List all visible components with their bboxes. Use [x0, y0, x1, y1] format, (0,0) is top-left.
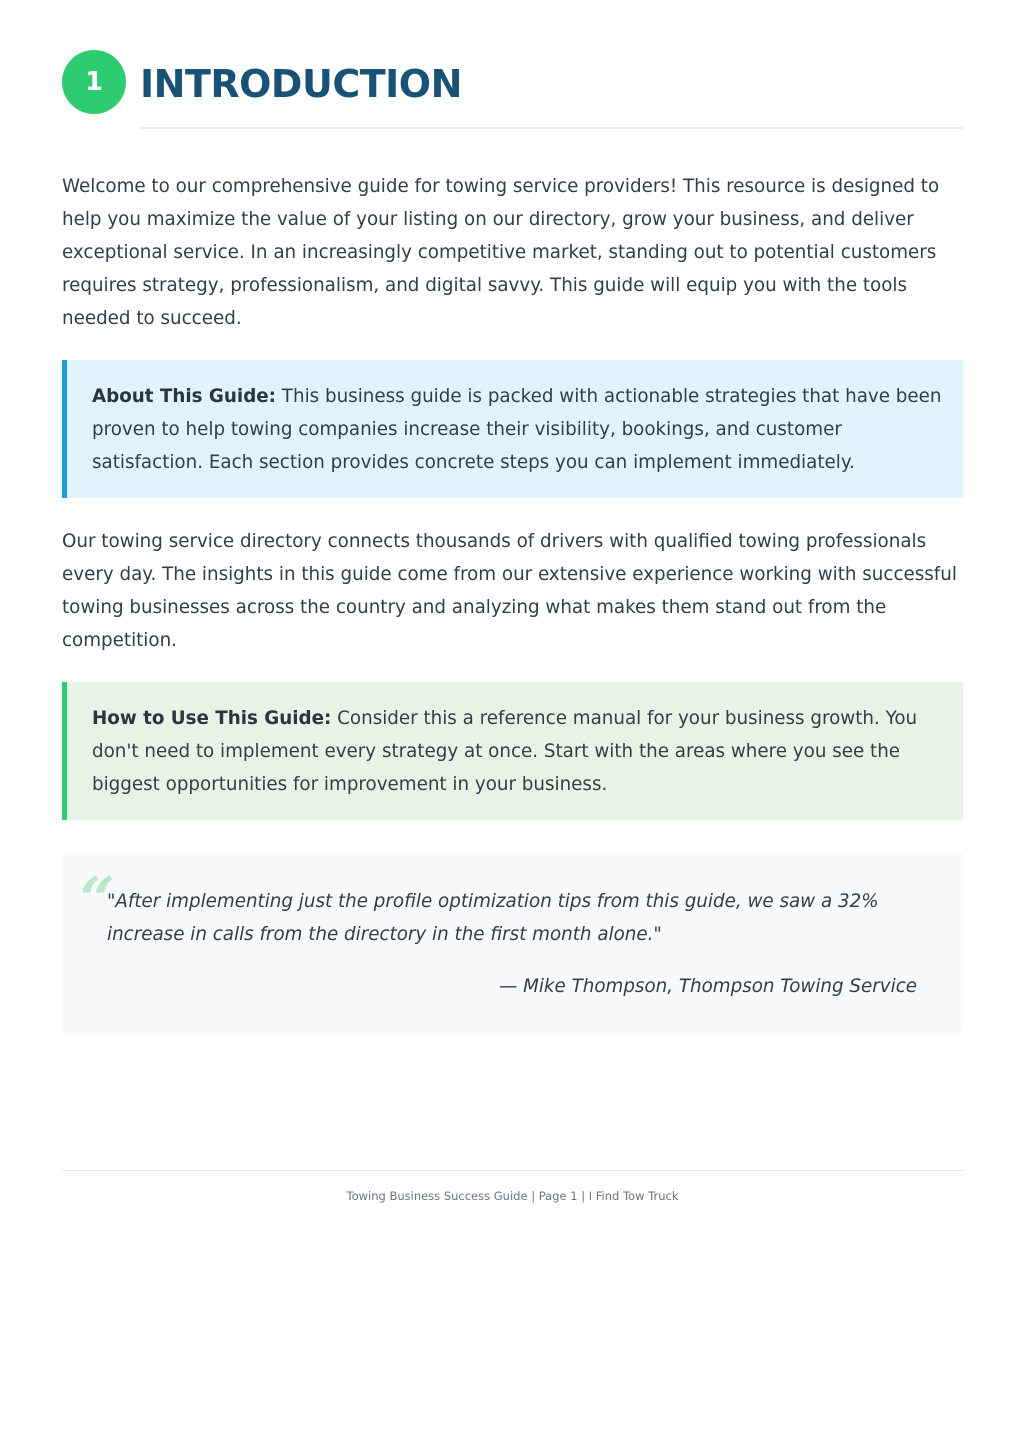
- how-to-use-callout: [62, 682, 963, 820]
- title-divider: [140, 127, 963, 129]
- how-to-use-text: Consider this a reference manual for your business growth. You don't need to implement every strategy at once. Start with the areas where you see the biggest opportunities for improvement in your business.: [92, 708, 918, 795]
- quote-mark-icon: “: [80, 865, 115, 935]
- page-footer: Towing Business Success Guide | Page 1 | I Find Tow Truck: [346, 1189, 679, 1203]
- testimonial-quote: "After implementing just the profile optimization tips from this guide, we saw a 32% increase in calls from the directory in the first month alone.": [107, 891, 879, 945]
- footer-divider: [62, 1170, 963, 1171]
- how-to-use-label: How to Use This Guide:: [92, 708, 332, 729]
- about-guide-label: About This Guide:: [92, 386, 276, 407]
- section-number-badge: 1: [62, 50, 126, 114]
- section-header: [62, 50, 963, 130]
- testimonial-block: [62, 852, 963, 1035]
- testimonial-author: — Mike Thompson, Thompson Towing Service: [498, 976, 917, 997]
- directory-paragraph: Our towing service directory connects thousands of drivers with qualified towing professionals every day. The insights in this guide come from our extensive experience working with successful towing businesses across the country and analyzing what makes them stand out from the competition.: [62, 531, 957, 651]
- intro-paragraph: Welcome to our comprehensive guide for towing service providers! This resource is designed to help you maximize the value of your listing on our directory, grow your business, and deliver exceptional service. In an increasingly competitive market, standing out to potential customers requires strategy, professionalism, and digital savvy. This guide will equip you with the tools needed to succeed.: [62, 176, 940, 329]
- about-guide-text: This business guide is packed with actionable strategies that have been proven to help towing companies increase their visibility, bookings, and customer satisfaction. Each section provides concrete steps you can implement immediately.: [92, 386, 942, 473]
- about-guide-callout: [62, 360, 963, 498]
- section-title: INTRODUCTION: [140, 62, 462, 106]
